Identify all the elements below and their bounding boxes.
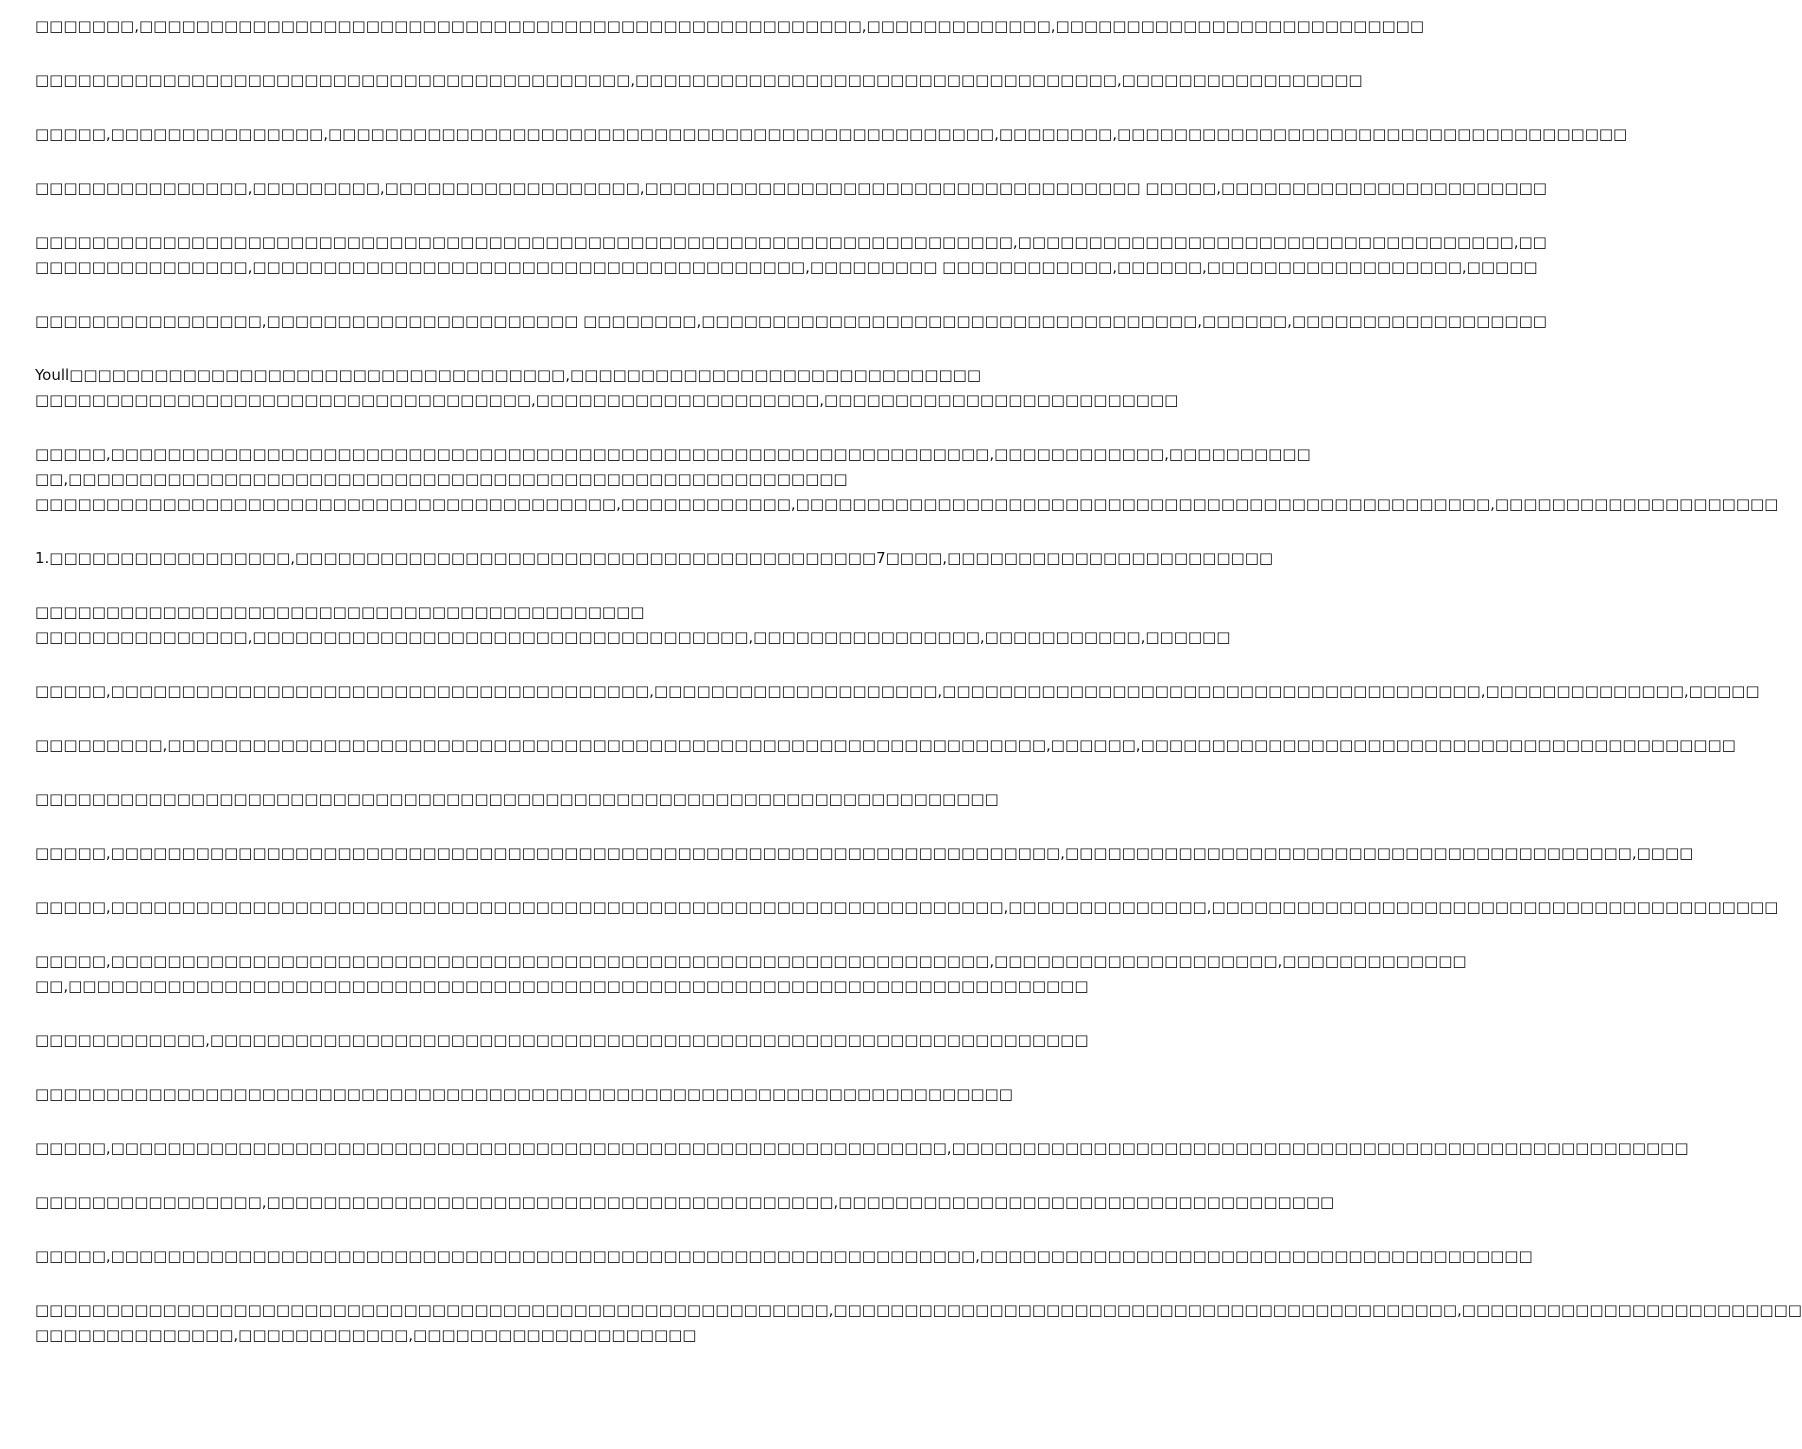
- paragraph: [35, 600, 1231, 650]
- paragraph: [35, 895, 1779, 920]
- paragraph-line: 1.□□□□□□□□□□□□□□□□□,□□□□□□□□□□□□□□□□□□□□□□□□□□□□□□□□□□□□□□□□□7□□□□,□□□□□□□□□□□□□□□□□□□□□□□: [35, 549, 1274, 567]
- paragraph-line: □□□□□□□□□□□□□□□□□□□□□□□□□□□□□□□□□□□□□□□□□□□□□□□□□□□□□□□□□□□□□□□□□□□□□,□□□□□□□□□□□□□□□□□□□□□□□□□□□□□□□□□□□,□□: [35, 233, 1547, 251]
- paragraph-line: □□□□□,□□□□□□□□□□□□□□□□□□□□□□□□□□□□□□□□□□□□□□□□□□□□□□□□□□□□□□□□□□□□□□□,□□□□□□□□□□□□□□,□□□□□□□□□□□□□□□□□□□□□□□□□□□□□□□□□□□□□□□□: [35, 898, 1779, 916]
- paragraph: [35, 442, 1779, 517]
- paragraph: [35, 68, 1363, 93]
- paragraph-line: □□□□□□□□□□□□□□□□□□□□□□□□□□□□□□□□□□□□□□□□□□□□□□□□□□□□□□□□□□□□□□□□□□□□: [35, 790, 999, 808]
- paragraph-line: □□□□□□□□□□□□□□□□□□□□□□□□□□□□□□□□□□□□□□□□□□□: [35, 603, 645, 621]
- paragraph-line: □□□□□□□□□□□□□□□□□□□□□□□□□□□□□□□□□□□□□□□□□□□□□□□□□□□□□□□□,□□□□□□□□□□□□□□□□□□□□□□□□□□□□□□□□□□□□□□□□□□□□,□□□□□□□□□□□□□□□□□□□□□□□□: [35, 1301, 1802, 1319]
- paragraph-line: □□□□□,□□□□□□□□□□□□□□□□□□□□□□□□□□□□□□□□□□□□□□□□□□□□□□□□□□□□□□□□□□□,□□□□□□□□□□□□□□□□□□□□□□□□□□□□□□□□□□□□□□□□□□□□□□□□□□□□: [35, 1139, 1689, 1157]
- paragraph: [35, 1028, 1089, 1053]
- paragraph-line: □□,□□□□□□□□□□□□□□□□□□□□□□□□□□□□□□□□□□□□□□□□□□□□□□□□□□□□□□□□□□□□□□□□□□□□□□□□: [35, 977, 1089, 995]
- paragraph-line: □□□□□,□□□□□□□□□□□□□□□□□□□□□□□□□□□□□□□□□□□□□□□□□□□□□□□□□□□□□□□□□□□□□□,□□□□□□□□□□□□□□□□□□□□,□□□□□□□□□□□□□: [35, 952, 1467, 970]
- paragraph: [35, 546, 1274, 571]
- paragraph: [35, 733, 1736, 758]
- paragraph-line: □□□□□□□□□□□□□□,□□□□□□□□□□□□,□□□□□□□□□□□□□□□□□□□□: [35, 1326, 697, 1344]
- paragraph-line: Youll□□□□□□□□□□□□□□□□□□□□□□□□□□□□□□□□□□□,□□□□□□□□□□□□□□□□□□□□□□□□□□□□□: [35, 366, 981, 384]
- paragraph: [35, 949, 1467, 999]
- paragraph-line: □□□□□□□□□□□□□□□,□□□□□□□□□□□□□□□□□□□□□□□□□□□□□□□□□□□,□□□□□□□□□□□□□□□□,□□□□□□□□□□□,□□□□□□: [35, 628, 1231, 646]
- paragraph: [35, 230, 1547, 280]
- paragraph: [35, 787, 999, 812]
- paragraph: [35, 14, 1425, 39]
- paragraph: [35, 1244, 1533, 1269]
- paragraph: [35, 679, 1760, 704]
- paragraph: [35, 841, 1694, 866]
- paragraph: [35, 122, 1628, 147]
- paragraph-line: □□,□□□□□□□□□□□□□□□□□□□□□□□□□□□□□□□□□□□□□□□□□□□□□□□□□□□□□□□: [35, 470, 848, 488]
- paragraph-line: □□□□□□□□□□□□□□□□,□□□□□□□□□□□□□□□□□□□□□□ □□□□□□□□,□□□□□□□□□□□□□□□□□□□□□□□□□□□□□□□□□□□,□□□□□□,□□□□□□□□□□□□□□□□□□: [35, 312, 1547, 330]
- paragraph: [35, 176, 1547, 201]
- paragraph: [35, 1298, 1802, 1348]
- paragraph-line: □□□□□□□□□□□□□□□,□□□□□□□□□□□□□□□□□□□□□□□□□□□□□□□□□□□□□□□,□□□□□□□□□ □□□□□□□□□□□□,□□□□□□,□□□□□□□□□□□□□□□□□□,□□□□□: [35, 258, 1538, 276]
- paragraph-line: □□□□□□□□□□□□□□□,□□□□□□□□□,□□□□□□□□□□□□□□□□□□,□□□□□□□□□□□□□□□□□□□□□□□□□□□□□□□□□□□ □□□□□,□□□□□□□□□□□□□□□□□□□□□□□: [35, 179, 1547, 197]
- paragraph-line: □□□□□□□□□□□□□□□□□□□□□□□□□□□□□□□□□□□,□□□□□□□□□□□□□□□□□□□□,□□□□□□□□□□□□□□□□□□□□□□□□□: [35, 391, 1179, 409]
- paragraph-line: □□□□□,□□□□□□□□□□□□□□□□□□□□□□□□□□□□□□□□□□□□□□□□□□□□□□□□□□□□□□□□□□□□□□□□□□□,□□□□□□□□□□□□□□□□□□□□□□□□□□□□□□□□□□□□□□□□,□□□□: [35, 844, 1694, 862]
- paragraph-line: □□□□□□□□□,□□□□□□□□□□□□□□□□□□□□□□□□□□□□□□□□□□□□□□□□□□□□□□□□□□□□□□□□□□□□□□,□□□□□□,□□□□□□□□□□□□□□□□□□□□□□□□□□□□□□□□□□□□□□□□□□: [35, 736, 1736, 754]
- paragraph-line: □□□□□□□,□□□□□□□□□□□□□□□□□□□□□□□□□□□□□□□□□□□□□□□□□□□□□□□□□□□,□□□□□□□□□□□□□,□□□□□□□□□□□□□□□□□□□□□□□□□□: [35, 17, 1425, 35]
- paragraph-line: □□□□□□□□□□□□,□□□□□□□□□□□□□□□□□□□□□□□□□□□□□□□□□□□□□□□□□□□□□□□□□□□□□□□□□□□□□□: [35, 1031, 1089, 1049]
- paragraph: [35, 1136, 1689, 1161]
- paragraph: [35, 309, 1547, 334]
- paragraph-line: □□□□□□□□□□□□□□□□□□□□□□□□□□□□□□□□□□□□□□□□□,□□□□□□□□□□□□,□□□□□□□□□□□□□□□□□□□□□□□□□□□□□□□□□□□□□□□□□□□□□□□□□,□□□□□□□□□□□□□□□□□□□□: [35, 495, 1779, 513]
- paragraph-line: □□□□□□□□□□□□□□□□,□□□□□□□□□□□□□□□□□□□□□□□□□□□□□□□□□□□□□□□□,□□□□□□□□□□□□□□□□□□□□□□□□□□□□□□□□□□□: [35, 1193, 1335, 1211]
- paragraph: [35, 1082, 1013, 1107]
- paragraph: [35, 1190, 1335, 1215]
- paragraph-line: □□□□□□□□□□□□□□□□□□□□□□□□□□□□□□□□□□□□□□□□□□□□□□□□□□□□□□□□□□□□□□□□□□□□□: [35, 1085, 1013, 1103]
- paragraph-line: □□□□□,□□□□□□□□□□□□□□□,□□□□□□□□□□□□□□□□□□□□□□□□□□□□□□□□□□□□□□□□□□□□□□□,□□□□□□□□,□□□□□□□□□□□□□□□□□□□□□□□□□□□□□□□□□□□□: [35, 125, 1628, 143]
- paragraph-line: □□□□□,□□□□□□□□□□□□□□□□□□□□□□□□□□□□□□□□□□□□□□□□□□□□□□□□□□□□□□□□□□□□□,□□□□□□□□□□□□□□□□□□□□□□□□□□□□□□□□□□□□□□□: [35, 1247, 1533, 1265]
- paragraph-line: □□□□□,□□□□□□□□□□□□□□□□□□□□□□□□□□□□□□□□□□□□□□□□□□□□□□□□□□□□□□□□□□□□□□,□□□□□□□□□□□□,□□□□□□□□□□: [35, 445, 1311, 463]
- paragraph-line: □□□□□,□□□□□□□□□□□□□□□□□□□□□□□□□□□□□□□□□□□□□□,□□□□□□□□□□□□□□□□□□□□,□□□□□□□□□□□□□□□□□□□□□□□□□□□□□□□□□□□□□□,□□□□□□□□□□□□□□,□□□□□: [35, 682, 1760, 700]
- paragraph-line: □□□□□□□□□□□□□□□□□□□□□□□□□□□□□□□□□□□□□□□□□□,□□□□□□□□□□□□□□□□□□□□□□□□□□□□□□□□□□,□□□□□□□□□□□□□□□□□: [35, 71, 1363, 89]
- document-body: [35, 14, 1802, 1377]
- paragraph: [35, 363, 1179, 413]
